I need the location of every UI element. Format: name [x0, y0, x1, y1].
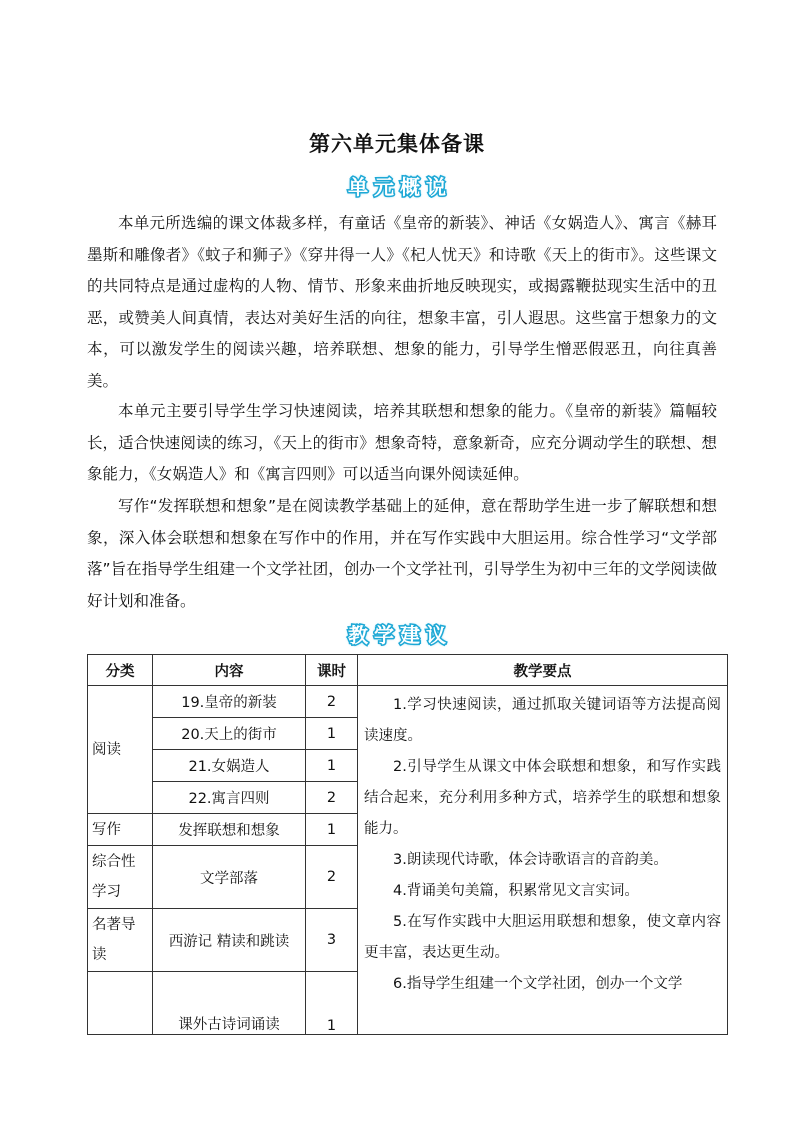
- paragraph-3: 写作“发挥联想和想象”是在阅读教学基础上的延伸，意在帮助学生进一步了解联想和想象，深入体会联想和想象在写作中的作用，并在写作实践中大胆运用。综合性学习“文学部落”旨在指导学生组建一个文学社团，创办一个文学社刊，引导学生为初中三年的文学阅读做好计划和准备。: [87, 497, 717, 610]
- key-point: 1.学习快速阅读，通过抓取关键词语等方法提高阅读速度。: [364, 697, 721, 744]
- hours-cell: 2: [306, 782, 358, 814]
- section-badge-suggestions-label: 教学建议: [348, 623, 452, 647]
- hours-cell: 2: [306, 846, 358, 909]
- content-cell: 发挥联想和想象: [153, 814, 306, 846]
- content-cell: 西游记 精读和跳读: [153, 909, 306, 972]
- key-points-cell: [358, 686, 728, 1035]
- hours-cell: 1: [306, 814, 358, 846]
- category-cell: [88, 972, 153, 1035]
- key-point: 2.引导学生从课文中体会联想和想象，和写作实践结合起来，充分利用多种方式，培养学生的联想和想象能力。: [364, 759, 721, 837]
- content-cell: 20.天上的街市: [153, 718, 306, 750]
- hours-cell: 2: [306, 686, 358, 718]
- section-badge-overview-label: 单元概说: [348, 175, 452, 199]
- key-point: 3.朗读现代诗歌，体会诗歌语言的音韵美。: [393, 852, 668, 868]
- content-cell: 22.寓言四则: [153, 782, 306, 814]
- hours-cell: 3: [306, 909, 358, 972]
- table-row: [88, 686, 728, 718]
- page-title: 第六单元集体备课: [309, 132, 485, 156]
- category-cell: 写作: [88, 814, 153, 846]
- paragraph-1: 本单元所选编的课文体裁多样，有童话《皇帝的新装》、神话《女娲造人》、寓言《赫耳墨斯和雕像者》《蚊子和狮子》《穿井得一人》《杞人忧天》和诗歌《天上的街市》。这些课文的共同特点是通过虚构的人物、情节、形象来曲折地反映现实，或揭露鞭挞现实生活中的丑恶，或赞美人间真情，表达对美好生活的向往，想象丰富，引人遐思。这些富于想象力的文本，可以激发学生的阅读兴趣，培养联想、想象的能力，引导学生憎恶假恶丑，向往真善美。: [87, 214, 717, 390]
- category-cell: 名著导读: [88, 909, 153, 972]
- paragraph-2: 本单元主要引导学生学习快速阅读，培养其联想和想象的能力。《皇帝的新装》篇幅较长，适合快速阅读的练习，《天上的街市》想象奇特，意象新奇，应充分调动学生的联想、想象能力，《女娲造人》和《寓言四则》可以适当向课外阅读延伸。: [87, 402, 717, 483]
- content-cell: 21.女娲造人: [153, 750, 306, 782]
- header-content: 内容: [153, 655, 306, 686]
- header-hours: 课时: [306, 655, 358, 686]
- header-category: 分类: [88, 655, 153, 686]
- hours-cell: 1: [306, 718, 358, 750]
- hours-cell: 1: [306, 750, 358, 782]
- content-cell: 文学部落: [153, 846, 306, 909]
- category-cell: 综合性学习: [88, 846, 153, 909]
- content-cell: 19.皇帝的新装: [153, 686, 306, 718]
- category-cell: 阅读: [88, 686, 153, 814]
- header-key-points: 教学要点: [358, 655, 728, 686]
- content-cell: 课外古诗词诵读: [153, 972, 306, 1035]
- teaching-plan-table: [87, 654, 728, 1035]
- table-header-row: [88, 655, 728, 686]
- key-point: 4.背诵美句美篇，积累常见文言实词。: [393, 883, 639, 899]
- hours-cell: 1: [306, 972, 358, 1035]
- key-point: 5.在写作实践中大胆运用联想和想象，使文章内容更丰富，表达更生动。: [364, 914, 721, 961]
- key-point: 6.指导学生组建一个文学社团，创办一个文学: [393, 976, 683, 992]
